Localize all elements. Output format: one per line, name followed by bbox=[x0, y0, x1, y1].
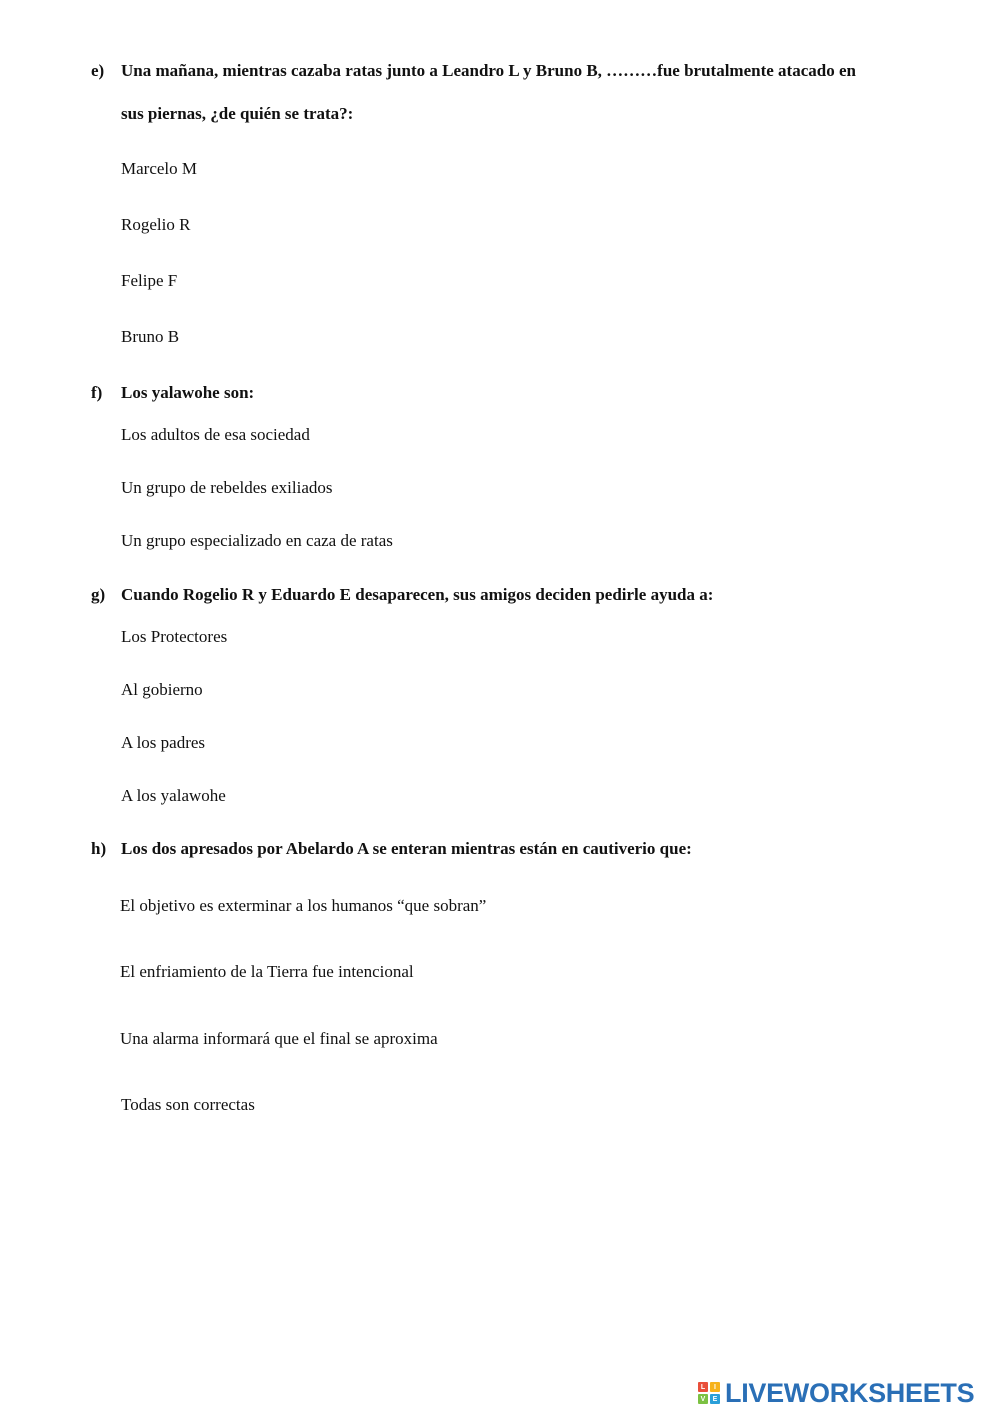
option-e-1[interactable]: Marcelo M bbox=[121, 159, 198, 178]
option-h-3[interactable]: Una alarma informará que el final se aproxima bbox=[120, 1029, 438, 1048]
question-h-text: Los dos apresados por Abelardo A se enteran mientras están en cautiverio que: bbox=[121, 839, 692, 858]
logo-letter-l: L bbox=[698, 1382, 708, 1392]
option-e-2[interactable]: Rogelio R bbox=[121, 215, 191, 234]
question-e-text-line1: Una mañana, mientras cazaba ratas junto a Leandro L y Bruno B, ………fue brutalmente atacado en bbox=[121, 61, 856, 80]
logo-text: LIVEWORKSHEETS bbox=[725, 1377, 975, 1408]
option-g-3[interactable]: A los padres bbox=[121, 733, 206, 752]
question-e-label: e) bbox=[91, 61, 105, 80]
logo-letter-i: I bbox=[710, 1382, 720, 1392]
option-e-3[interactable]: Felipe F bbox=[121, 271, 178, 290]
logo-letter-v: V bbox=[698, 1394, 708, 1404]
logo-letter-e: E bbox=[710, 1394, 720, 1404]
option-g-2[interactable]: Al gobierno bbox=[121, 680, 203, 699]
option-f-2[interactable]: Un grupo de rebeldes exiliados bbox=[121, 478, 333, 497]
option-g-1[interactable]: Los Protectores bbox=[121, 627, 228, 646]
option-f-1[interactable]: Los adultos de esa sociedad bbox=[121, 425, 310, 444]
option-g-4[interactable]: A los yalawohe bbox=[121, 786, 226, 805]
question-e-text-line2: sus piernas, ¿de quién se trata?: bbox=[121, 104, 354, 123]
question-g-text: Cuando Rogelio R y Eduardo E desaparecen, sus amigos deciden pedirle ayuda a: bbox=[121, 585, 714, 604]
option-h-4[interactable]: Todas son correctas bbox=[121, 1095, 255, 1114]
liveworksheets-logo bbox=[698, 1378, 994, 1408]
option-e-4[interactable]: Bruno B bbox=[121, 327, 180, 346]
logo-grid-icon bbox=[698, 1382, 720, 1404]
option-f-3[interactable]: Un grupo especializado en caza de ratas bbox=[121, 531, 393, 550]
question-f-label: f) bbox=[91, 383, 103, 402]
question-f-text: Los yalawohe son: bbox=[121, 383, 255, 402]
question-g-label: g) bbox=[91, 585, 106, 604]
question-h-label: h) bbox=[91, 839, 107, 858]
option-h-1[interactable]: El objetivo es exterminar a los humanos “que sobran” bbox=[120, 896, 487, 915]
option-h-2[interactable]: El enfriamiento de la Tierra fue intencional bbox=[120, 962, 414, 981]
